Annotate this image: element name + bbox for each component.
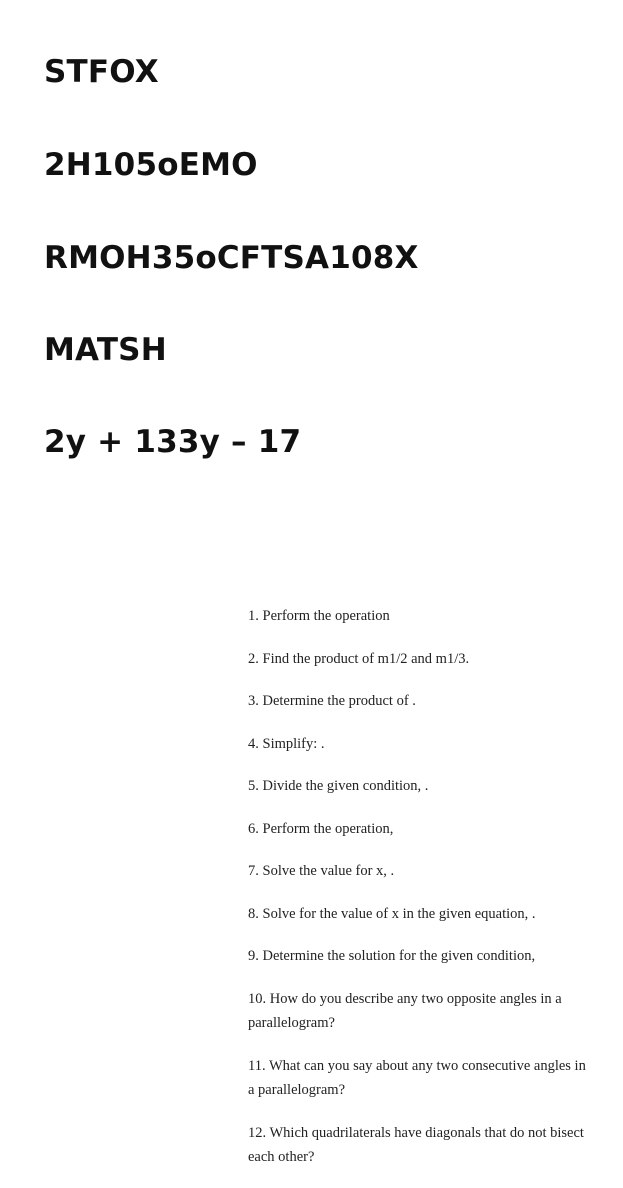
question-item: 10. How do you describe any two opposite angles in a parallelogram? bbox=[248, 990, 562, 1031]
question-item: 1. Perform the operation bbox=[248, 608, 390, 624]
question-item: 5. Divide the given condition, . bbox=[248, 778, 429, 794]
question-item: 9. Determine the solution for the given condition, bbox=[248, 948, 536, 964]
heading-3: RMOH35oCFTSA108X bbox=[44, 240, 419, 276]
heading-2: 2H105oEMO bbox=[44, 147, 258, 183]
question-item: 7. Solve the value for x, . bbox=[248, 863, 395, 879]
question-item: 8. Solve for the value of x in the given equation, . bbox=[248, 905, 536, 922]
question-item: 3. Determine the product of . bbox=[248, 693, 416, 709]
question-item: 12. Which quadrilaterals have diagonals that do not bisect each other? bbox=[248, 1124, 584, 1165]
question-item: 11. What can you say about any two consecutive angles in a parallelogram? bbox=[248, 1057, 586, 1098]
question-item: 6. Perform the operation, bbox=[248, 820, 394, 837]
question-item: 4. Simplify: . bbox=[248, 735, 325, 752]
heading-4: MATSH bbox=[44, 332, 167, 368]
question-list bbox=[248, 604, 593, 1188]
question-item: 2. Find the product of m1/2 and m1/3. bbox=[248, 650, 470, 667]
heading-1: STFOX bbox=[44, 54, 159, 90]
heading-5: 2y + 133y – 17 bbox=[44, 424, 302, 460]
